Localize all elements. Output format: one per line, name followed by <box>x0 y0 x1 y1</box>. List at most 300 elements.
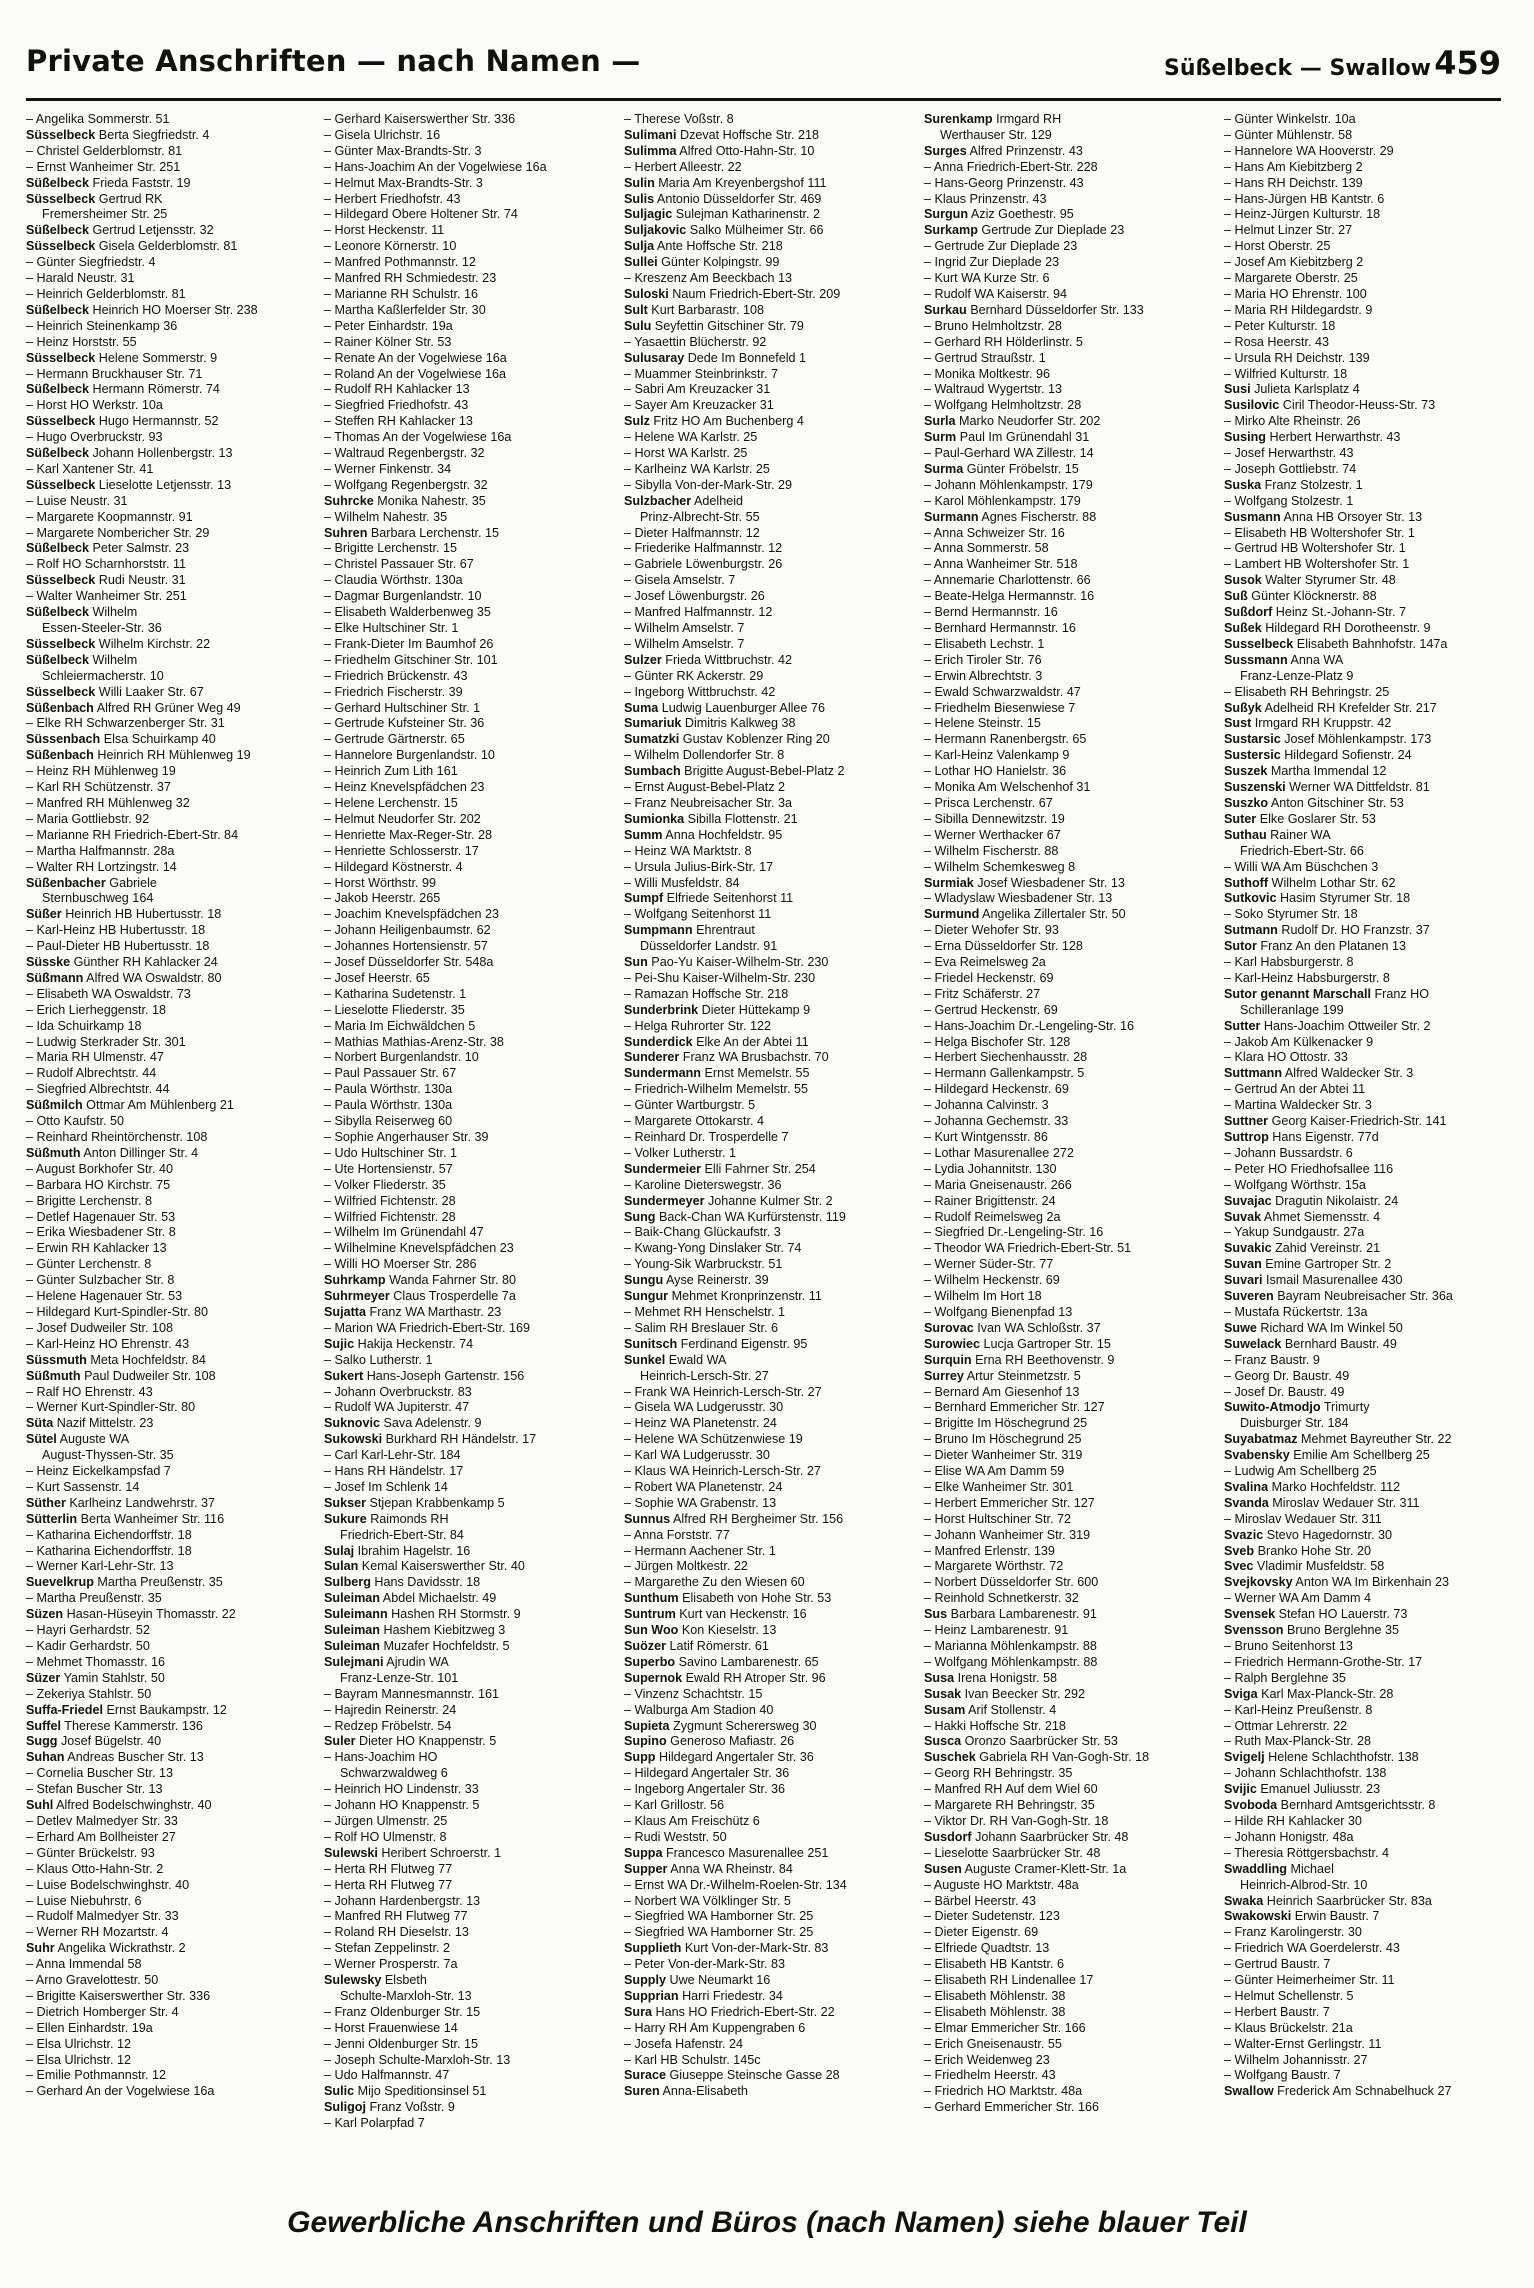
entry-text: – Kurt Wintgensstr. 86 <box>924 1130 1048 1144</box>
directory-entry <box>324 1798 616 1814</box>
entry-surname: Sukert <box>324 1368 364 1383</box>
directory-entry <box>1224 1480 1516 1496</box>
directory-entry <box>26 335 318 351</box>
entry-text: – Franz Neubreisacher Str. 3a <box>624 795 792 810</box>
directory-entry <box>324 1703 616 1719</box>
directory-entry <box>1224 430 1516 446</box>
entry-text: – Herbert Friedhofstr. 43 <box>324 191 461 206</box>
entry-text: – Reinhard Rheintörchenstr. 108 <box>26 1130 208 1144</box>
entry-text: – Kurt Sassenstr. 14 <box>26 1479 140 1494</box>
entry-text: Branko Hohe Str. 20 <box>1254 1543 1372 1558</box>
directory-entry <box>924 987 1216 1003</box>
entry-surname: Sußyk <box>1224 700 1262 715</box>
directory-entry <box>324 2021 616 2037</box>
entry-text: – Günter Mühlenstr. 58 <box>1224 127 1353 142</box>
entry-text: – Wolfgang Regenbergstr. 32 <box>324 477 488 492</box>
entry-surname: Sumatzki <box>624 732 680 747</box>
directory-entry <box>324 160 616 176</box>
entry-text: – Bernhard Emmericher Str. 127 <box>924 1400 1105 1415</box>
directory-entry <box>624 1480 916 1496</box>
directory-entry <box>1224 1719 1516 1735</box>
directory-entry <box>924 1973 1216 1989</box>
entry-text: – Roland An der Vogelwiese 16a <box>324 366 507 381</box>
directory-entry <box>1224 1671 1516 1687</box>
entry-text: Peter Salmstr. 23 <box>89 541 190 556</box>
entry-surname: Surquin <box>924 1352 972 1367</box>
directory-entry <box>1224 494 1516 510</box>
entry-surname: Svigelj <box>1224 1750 1265 1765</box>
entry-text: Hans HO Friedrich-Ebert-Str. 22 <box>652 2004 835 2019</box>
entry-text: – Zekeriya Stahlstr. 50 <box>26 1686 152 1701</box>
entry-surname: Sulejmani <box>324 1654 384 1669</box>
entry-text: – Dieter Eigenstr. 69 <box>924 1925 1039 1940</box>
directory-entry <box>1224 1957 1516 1973</box>
directory-entry <box>624 1941 916 1957</box>
entry-surname: Sulja <box>624 239 655 254</box>
entry-surname: Sun Woo <box>624 1623 679 1638</box>
entry-surname: Suffa-Friedel <box>26 1702 103 1717</box>
directory-entry <box>924 1225 1216 1241</box>
directory-entry <box>324 1941 616 1957</box>
directory-entry <box>26 1241 318 1257</box>
entry-text: – Friedrich-Wilhelm Memelstr. 55 <box>624 1082 809 1097</box>
entry-text: Günter Fröbelstr. 15 <box>963 461 1079 476</box>
entry-text: – Maria HO Ehrenstr. 100 <box>1224 286 1367 301</box>
directory-entry <box>26 1623 318 1639</box>
entry-text: Herbert Herwarthstr. 43 <box>1265 430 1401 445</box>
entry-text: – Hugo Overbruckstr. 93 <box>26 430 163 445</box>
entry-surname: Swaddling <box>1224 1861 1287 1876</box>
entry-text: – Rudolf Albrechtstr. 44 <box>26 1066 157 1081</box>
entry-text: Gisela Gelderblomstr. 81 <box>95 239 238 254</box>
entry-text: – Friederike Halfmannstr. 12 <box>624 541 783 556</box>
directory-entry <box>26 780 318 796</box>
directory-entry <box>26 2068 318 2084</box>
entry-text: Franz WA Brusbachstr. 70 <box>679 1050 829 1065</box>
directory-entry <box>1224 303 1516 319</box>
entry-text: Berta Siegfriedstr. 4 <box>95 127 210 142</box>
entry-text: – Gertrud HB Woltershofer Str. 1 <box>1224 541 1406 556</box>
directory-entry <box>924 1162 1216 1178</box>
entry-text: – Klaus Prinzenstr. 43 <box>924 191 1047 206</box>
directory-entry <box>624 955 916 971</box>
entry-text: Uwe Neumarkt 16 <box>665 1973 771 1988</box>
directory-entry <box>624 748 916 764</box>
entry-text: – Kwang-Yong Dinslaker Str. 74 <box>624 1241 802 1256</box>
directory-entry <box>26 494 318 510</box>
entry-text: Alfred Waldecker Str. 3 <box>1282 1066 1414 1081</box>
directory-entry <box>26 971 318 987</box>
entry-text: Heinrich-Lersch-Str. 27 <box>640 1368 769 1383</box>
entry-text: – Siegfried Albrechtstr. 44 <box>26 1082 170 1097</box>
entry-text: – Peter Von-der-Mark-Str. 83 <box>624 1957 785 1972</box>
directory-entry <box>924 160 1216 176</box>
entry-surname: Sumpmann <box>624 923 693 938</box>
entry-surname: Sviga <box>1224 1686 1258 1701</box>
directory-entry <box>324 1066 616 1082</box>
directory-entry <box>924 1082 1216 1098</box>
directory-entry <box>624 1400 916 1416</box>
footer-note: Gewerbliche Anschriften und Büros (nach Namen) siehe blauer Teil <box>287 2206 1247 2239</box>
entry-surname: Swakowski <box>1224 1909 1292 1924</box>
directory-entry <box>624 398 916 414</box>
directory-entry <box>26 1082 318 1098</box>
entry-text: Kurt Von-der-Mark-Str. 83 <box>681 1941 829 1956</box>
directory-entry <box>924 1719 1216 1735</box>
directory-entry <box>324 637 616 653</box>
entry-text: – Margarete RH Behringstr. 35 <box>924 1798 1095 1813</box>
directory-entry <box>26 430 318 446</box>
entry-surname: Sutter <box>1224 1018 1261 1033</box>
entry-text: – Willi Musfeldstr. 84 <box>624 875 740 890</box>
entry-text: Frederick Am Schnabelhuck 27 <box>1273 2084 1452 2099</box>
entry-text: – Waltraud Regenbergstr. 32 <box>324 446 485 461</box>
directory-entry <box>324 1385 616 1401</box>
entry-text: Stevo Hagedornstr. 30 <box>1263 1527 1393 1542</box>
entry-text: Karlheinz Landwehrstr. 37 <box>65 1495 216 1510</box>
directory-entry <box>324 1130 616 1146</box>
entry-text: – Helene WA Schützenwiese 19 <box>624 1432 803 1447</box>
entry-text: – Roland RH Dieselstr. 13 <box>324 1925 469 1940</box>
entry-text: Zygmunt Scherersweg 30 <box>669 1718 817 1733</box>
entry-surname: Sungu <box>624 1273 664 1288</box>
directory-entry <box>924 1544 1216 1560</box>
entry-text: Arif Stollenstr. 4 <box>965 1702 1057 1717</box>
entry-text: – Erich Lierheggenstr. 18 <box>26 1002 167 1017</box>
entry-text: – Elisabeth RH Lindenallee 17 <box>924 1973 1094 1988</box>
entry-text: – Erich Weidenweg 23 <box>924 2052 1050 2067</box>
entry-text: – Josef Herwarthstr. 43 <box>1224 446 1354 461</box>
entry-surname: Supplieth <box>624 1941 682 1956</box>
entry-text: Hildegard Sofienstr. 24 <box>1280 748 1412 763</box>
entry-text: Alfred RH Grüner Weg 49 <box>93 700 241 715</box>
entry-text: – Rudolf Malmedyer Str. 33 <box>26 1909 179 1924</box>
directory-entry <box>324 1210 616 1226</box>
entry-text: – Maria Im Eichwäldchen 5 <box>324 1018 476 1033</box>
directory-entry <box>924 223 1216 239</box>
directory-entry <box>26 1671 318 1687</box>
directory-entry <box>26 669 318 685</box>
directory-entry <box>924 207 1216 223</box>
entry-surname: Svalina <box>1224 1479 1269 1494</box>
entry-text: Elisabeth Bahnhofstr. 147a <box>1293 636 1448 651</box>
directory-entry <box>924 876 1216 892</box>
entry-text: Fritz HO Am Buchenberg 4 <box>649 414 804 429</box>
directory-entry <box>1224 876 1516 892</box>
directory-entry <box>324 1846 616 1862</box>
entry-text: Ernst Memelstr. 55 <box>700 1066 810 1081</box>
directory-entry <box>624 335 916 351</box>
directory-entry <box>624 1178 916 1194</box>
entry-text: – Gertrude Kufsteiner Str. 36 <box>324 716 485 731</box>
directory-entry <box>324 1830 616 1846</box>
directory-entry <box>624 1814 916 1830</box>
directory-entry <box>924 1289 1216 1305</box>
entry-surname: Sütterlin <box>26 1511 78 1526</box>
entry-text: Sulejman Katharinenstr. 2 <box>672 207 821 222</box>
entry-text: – Manfred RH Mühlenweg 32 <box>26 795 190 810</box>
entry-text: – Salko Lutherstr. 1 <box>324 1352 433 1367</box>
entry-text: – Franz Oldenburger Str. 15 <box>324 2004 481 2019</box>
directory-entry <box>1224 1448 1516 1464</box>
directory-entry <box>324 1019 616 1035</box>
entry-text: Paul Dudweiler Str. 108 <box>80 1368 216 1383</box>
entry-text: Bernhard Amtsgerichtsstr. 8 <box>1277 1798 1436 1813</box>
directory-entry <box>624 510 916 526</box>
entry-text: Schulte-Marxloh-Str. 13 <box>340 1988 472 2003</box>
section-title: Private Anschriften — nach Namen — <box>26 44 641 78</box>
entry-text: – Hermann Ranenbergstr. 65 <box>924 732 1087 747</box>
entry-surname: Süsselbeck <box>26 573 96 588</box>
entry-text: – Maria Gneisenaustr. 266 <box>924 1177 1072 1192</box>
directory-entry <box>924 1846 1216 1862</box>
directory-entry <box>324 1178 616 1194</box>
entry-text: – Heinz Horststr. 55 <box>26 334 137 349</box>
entry-text: – Manfred Halfmannstr. 12 <box>624 605 773 620</box>
entry-text: Hakija Heckenstr. 74 <box>354 1336 474 1351</box>
entry-surname: Suttrop <box>1224 1130 1269 1144</box>
directory-entry <box>324 303 616 319</box>
entry-text: Anton WA Im Birkenhain 23 <box>1292 1575 1449 1590</box>
entry-text: Alfred RH Bergheimer Str. 156 <box>670 1511 844 1526</box>
directory-entry <box>324 732 616 748</box>
entry-text: – Günter Heimerheimer Str. 11 <box>1224 1973 1395 1988</box>
directory-entry <box>324 414 616 430</box>
directory-entry <box>924 1814 1216 1830</box>
directory-entry <box>624 1432 916 1448</box>
directory-entry <box>324 1623 616 1639</box>
directory-entry <box>624 876 916 892</box>
directory-entry <box>324 1496 616 1512</box>
entry-surname: Suwito-Atmodjo <box>1224 1400 1321 1415</box>
directory-entry <box>624 1973 916 1989</box>
entry-text: – Gertrude Gärtnerstr. 65 <box>324 732 465 747</box>
directory-entry <box>26 223 318 239</box>
entry-text: – Hans-Joachim Dr.-Lengeling-Str. 16 <box>924 1018 1134 1033</box>
entry-surname: Svensek <box>1224 1607 1276 1622</box>
directory-entry <box>324 112 616 128</box>
directory-entry <box>26 987 318 1003</box>
entry-text: Antonio Düsseldorfer Str. 469 <box>654 191 822 206</box>
entry-text: – Annemarie Charlottenstr. 66 <box>924 573 1091 588</box>
entry-text: Back-Chan WA Kurfürstenstr. 119 <box>655 1209 846 1224</box>
entry-text: – August Borkhofer Str. 40 <box>26 1161 174 1176</box>
entry-text: – Gerhard Hultschiner Str. 1 <box>324 700 481 715</box>
directory-entry <box>324 1878 616 1894</box>
directory-entry <box>324 1925 616 1941</box>
directory-entry <box>324 1814 616 1830</box>
entry-surname: Susdorf <box>924 1829 972 1844</box>
entry-text: Oronzo Saarbrücker Str. 53 <box>961 1734 1118 1749</box>
entry-text: – Friedrich WA Goerdelerstr. 43 <box>1224 1941 1400 1956</box>
entry-text: Yamin Stahlstr. 50 <box>60 1670 165 1685</box>
directory-entry <box>924 573 1216 589</box>
directory-entry <box>1224 2021 1516 2037</box>
directory-entry <box>924 526 1216 542</box>
entry-text: Wilhelm <box>89 605 138 620</box>
directory-entry <box>924 1369 1216 1385</box>
directory-entry <box>1224 1369 1516 1385</box>
directory-entry <box>924 1798 1216 1814</box>
directory-entry <box>26 1814 318 1830</box>
entry-text: Hasan-Hüseyin Thomasstr. 22 <box>63 1607 236 1622</box>
directory-entry <box>924 1432 1216 1448</box>
entry-text: – Manfred RH Flutweg 77 <box>324 1909 468 1924</box>
entry-text: Lucja Gartroper Str. 15 <box>980 1336 1111 1351</box>
directory-entry <box>324 271 616 287</box>
directory-entry <box>924 1400 1216 1416</box>
entry-surname: Susca <box>924 1734 962 1749</box>
directory-entry <box>624 1575 916 1591</box>
entry-surname: Süßmann <box>26 970 84 985</box>
directory-entry <box>924 1989 1216 2005</box>
entry-text: – Auguste HO Marktstr. 48a <box>924 1877 1079 1892</box>
directory-entry <box>624 557 916 573</box>
directory-entry <box>26 637 318 653</box>
entry-text: – Elisabeth WA Oswaldstr. 73 <box>26 986 191 1001</box>
directory-entry <box>1224 1750 1516 1766</box>
directory-entry <box>924 128 1216 144</box>
entry-surname: Süßer <box>26 907 62 922</box>
entry-text: – Margarete Koopmannstr. 91 <box>26 509 193 524</box>
entry-text: – Rudolf WA Jupiterstr. 47 <box>324 1400 470 1415</box>
directory-entry <box>624 1448 916 1464</box>
entry-surname: Sustarsic <box>1224 732 1281 747</box>
entry-surname: Surmund <box>924 907 980 922</box>
directory-entry <box>26 1305 318 1321</box>
directory-entry <box>624 1734 916 1750</box>
directory-entry <box>1224 701 1516 717</box>
entry-text: – Maria Gottliebstr. 92 <box>26 811 150 826</box>
entry-text: – Rudolf WA Kaiserstr. 94 <box>924 286 1068 301</box>
directory-entry <box>1224 971 1516 987</box>
directory-entry <box>1224 1894 1516 1910</box>
entry-text: – Katharina Sudetenstr. 1 <box>324 986 467 1001</box>
entry-surname: Sulzer <box>624 652 662 667</box>
entry-surname: Suszko <box>1224 795 1269 810</box>
entry-text: – Joachim Knevelspfädchen 23 <box>324 907 500 922</box>
entry-surname: Svejkovsky <box>1224 1575 1293 1590</box>
entry-text: Maria Am Kreyenbergshof 111 <box>654 175 827 190</box>
entry-text: – Gisela WA Ludgerusstr. 30 <box>624 1400 784 1415</box>
entry-text: – Emilie Pothmannstr. 12 <box>26 2068 167 2083</box>
entry-text: Richard WA Im Winkel 50 <box>1256 1320 1403 1335</box>
entry-text: – Karl-Heinz HO Ehrenstr. 43 <box>26 1336 190 1351</box>
entry-text: Alfred Bodelschwinghstr. 40 <box>53 1798 212 1813</box>
directory-entry <box>26 2084 318 2100</box>
entry-text: Anna WA Rheinstr. 84 <box>667 1861 793 1876</box>
directory-entry <box>26 255 318 271</box>
directory-entry <box>26 1114 318 1130</box>
entry-text: – Kadir Gerhardstr. 50 <box>26 1639 150 1653</box>
directory-entry <box>1224 335 1516 351</box>
entry-text: Friedrich-Ebert-Str. 84 <box>340 1527 464 1542</box>
entry-surname: Suhrcke <box>324 493 374 508</box>
directory-entry <box>924 351 1216 367</box>
entry-text: – Rolf HO Scharnhorststr. 11 <box>26 557 187 572</box>
entry-text: Emanuel Juliusstr. 23 <box>1256 1782 1381 1797</box>
directory-entry <box>26 1035 318 1051</box>
entry-text: – Klaus Am Freischütz 6 <box>624 1813 760 1828</box>
entry-text: – Maria RH Ulmenstr. 47 <box>26 1050 164 1065</box>
directory-entry <box>624 239 916 255</box>
directory-entry <box>1224 1559 1516 1575</box>
entry-text: – Mathias Mathias-Arenz-Str. 38 <box>324 1034 504 1049</box>
directory-entry <box>324 1353 616 1369</box>
directory-entry <box>324 398 616 414</box>
entry-text: – Karoline Dieterswegstr. 36 <box>624 1177 782 1192</box>
entry-surname: Sukowski <box>324 1432 383 1447</box>
entry-text: Gertrud RK <box>95 191 163 206</box>
entry-surname: Suppa <box>624 1845 663 1860</box>
directory-entry <box>924 796 1216 812</box>
entry-surname: Sunderdick <box>624 1034 693 1049</box>
directory-entry <box>26 1369 318 1385</box>
directory-entry <box>1224 526 1516 542</box>
directory-entry <box>324 1082 616 1098</box>
directory-entry <box>324 494 616 510</box>
entry-text: – Günter Winkelstr. 10a <box>1224 112 1356 126</box>
directory-entry <box>324 891 616 907</box>
entry-surname: Suhren <box>324 525 368 540</box>
entry-text: Ante Hoffsche Str. 218 <box>654 239 783 254</box>
entry-text: Düsseldorfer Landstr. 91 <box>640 939 778 954</box>
directory-entry <box>1224 1385 1516 1401</box>
directory-entry <box>924 1035 1216 1051</box>
directory-entry <box>1224 1305 1516 1321</box>
entry-text: – Elisabeth HB Kantstr. 6 <box>924 1957 1065 1972</box>
directory-entry <box>26 1321 318 1337</box>
entry-text: Heinrich-Albrod-Str. 10 <box>1240 1877 1368 1892</box>
directory-entry <box>924 716 1216 732</box>
directory-entry <box>324 1607 616 1623</box>
entry-text: – Sibilla Dennewitzstr. 19 <box>924 811 1065 826</box>
entry-text: Elsa Schuirkamp 40 <box>100 732 216 747</box>
directory-entry <box>324 1225 616 1241</box>
directory-entry <box>324 971 616 987</box>
directory-entry <box>324 1321 616 1337</box>
directory-entry <box>1224 1941 1516 1957</box>
entry-text: – Mehmet RH Henschelstr. 1 <box>624 1304 785 1319</box>
entry-text: Ajrudin WA <box>383 1654 449 1669</box>
directory-entry <box>1224 732 1516 748</box>
directory-entry <box>1224 1241 1516 1257</box>
entry-surname: Surovac <box>924 1320 974 1335</box>
directory-entry <box>1224 1925 1516 1941</box>
entry-text: Günter Klöcknerstr. 88 <box>1247 589 1377 604</box>
directory-entry <box>924 1559 1216 1575</box>
entry-text: – Helmut Linzer Str. 27 <box>1224 223 1353 238</box>
directory-entry <box>26 1210 318 1226</box>
entry-text: – Friedhelm Gitschiner Str. 101 <box>324 652 498 667</box>
entry-text: – Therese Voßstr. 8 <box>624 112 734 126</box>
entry-surname: Sundermeier <box>624 1161 701 1176</box>
entry-text: Mehmet Kronprinzenstr. 11 <box>668 1289 822 1304</box>
directory-entry <box>624 1050 916 1066</box>
directory-entry <box>1224 764 1516 780</box>
entry-surname: Sulin <box>624 175 655 190</box>
directory-entry <box>624 1719 916 1735</box>
entry-text: – Klaus Otto-Hahn-Str. 2 <box>26 1861 164 1876</box>
directory-entry <box>26 1925 318 1941</box>
entry-text: – Elsa Ulrichstr. 12 <box>26 2036 131 2051</box>
entry-text: – Prisca Lerchenstr. 67 <box>924 795 1053 810</box>
entry-text: Ottmar Am Mühlenberg 21 <box>82 1098 234 1113</box>
entry-surname: Susilovic <box>1224 398 1280 413</box>
directory-entry <box>324 685 616 701</box>
entry-text: – Helene Lerchenstr. 15 <box>324 795 458 810</box>
entry-surname: Sunderer <box>624 1050 680 1065</box>
